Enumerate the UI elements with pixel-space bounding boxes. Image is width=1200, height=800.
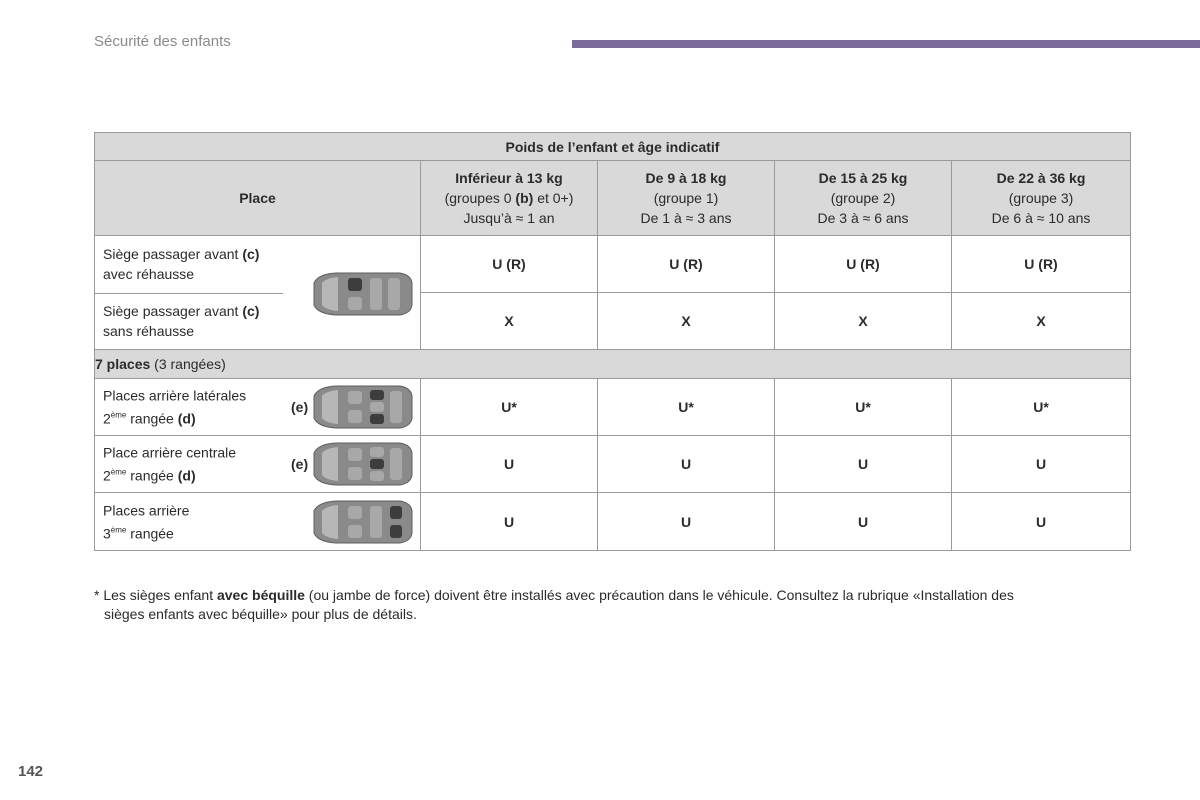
column-group-note: (b) — [515, 190, 534, 206]
footnote-line2: sièges enfants avec béquille» pour plus de détails. — [104, 606, 417, 622]
table-cell-value: X — [952, 293, 1131, 350]
table-cell-value: X — [775, 293, 952, 350]
column-age: De 6 à ≈ 10 ans — [991, 210, 1091, 226]
table-cell-value: U* — [775, 379, 952, 436]
column-group: (groupe 2) — [830, 190, 896, 206]
place-label: Siège passager avant (c) avec réhausse — [103, 246, 260, 283]
column-group: (groupes 0 — [444, 190, 516, 206]
group-row-7-places — [95, 350, 1131, 379]
table-cell-value: U (R) — [775, 236, 952, 293]
place-label: Place arrière centrale 2ème rangée (d) — [103, 444, 237, 484]
table-row-place — [95, 293, 421, 350]
column-age: De 1 à ≈ 3 ans — [640, 210, 732, 226]
table-cell-value: X — [421, 293, 598, 350]
car-third-row-seats-icon — [308, 499, 414, 545]
table-cell-value: U — [421, 493, 598, 551]
column-age: De 3 à ≈ 6 ans — [817, 210, 909, 226]
column-weight: De 22 à 36 kg — [996, 170, 1086, 186]
table-row-place — [95, 236, 421, 293]
column-header — [775, 161, 952, 236]
table-cell-value: U — [775, 436, 952, 493]
column-age: Jusqu’à ≈ 1 an — [463, 210, 555, 226]
place-label: Siège passager avant (c) sans réhausse — [103, 302, 260, 339]
table-cell-value: U (R) — [598, 236, 775, 293]
page-number: 142 — [18, 763, 44, 780]
table-cell-value: U — [598, 436, 775, 493]
child-seat-table — [94, 132, 1131, 551]
place-header: Place — [95, 161, 421, 236]
column-group-suffix: et 0+) — [533, 190, 574, 206]
table-cell-value: U — [952, 436, 1131, 493]
column-weight: De 15 à 25 kg — [818, 170, 908, 186]
section-title: Sécurité des enfants — [94, 33, 231, 50]
table-cell-value: U* — [952, 379, 1131, 436]
place-label: Places arrière 3ème rangée — [103, 502, 190, 541]
table-cell-value: U* — [421, 379, 598, 436]
table-top-header: Poids de l’enfant et âge indicatif — [95, 133, 1131, 161]
table-cell-value: U (R) — [952, 236, 1131, 293]
column-header — [421, 161, 598, 236]
place-note-mark: (e) — [291, 399, 309, 415]
column-header — [598, 161, 775, 236]
place-label: Places arrière latérales 2ème rangée (d) — [103, 387, 247, 427]
group-detail: (3 rangées) — [150, 356, 226, 372]
table-row-place — [95, 493, 421, 551]
table-cell-value: U — [598, 493, 775, 551]
table-cell-value: U* — [598, 379, 775, 436]
column-header — [952, 161, 1131, 236]
table-cell-value: U — [421, 436, 598, 493]
car-second-row-side-seats-icon — [308, 384, 414, 430]
column-weight: Inférieur à 13 kg — [455, 170, 563, 186]
car-second-row-center-seat-icon — [308, 441, 414, 487]
table-row-place — [95, 379, 421, 436]
column-group: (groupe 3) — [1008, 190, 1074, 206]
place-note-mark: (e) — [291, 456, 309, 472]
table-cell-value: U — [775, 493, 952, 551]
table-cell-value: U — [952, 493, 1131, 551]
table-row-place — [95, 436, 421, 493]
header-accent-bar — [572, 40, 1200, 48]
table-cell-value: X — [598, 293, 775, 350]
footnote: * Les sièges enfant avec béquille (ou jambe de force) doivent être installés avec précaution dans le véhicule. Consultez la rubrique «Installation des sièges enfants avec béquille» pour plus de détails. — [94, 586, 1124, 624]
column-group: (groupe 1) — [653, 190, 719, 206]
table-cell-value: U (R) — [421, 236, 598, 293]
column-weight: De 9 à 18 kg — [645, 170, 727, 186]
group-label: 7 places — [95, 356, 151, 372]
